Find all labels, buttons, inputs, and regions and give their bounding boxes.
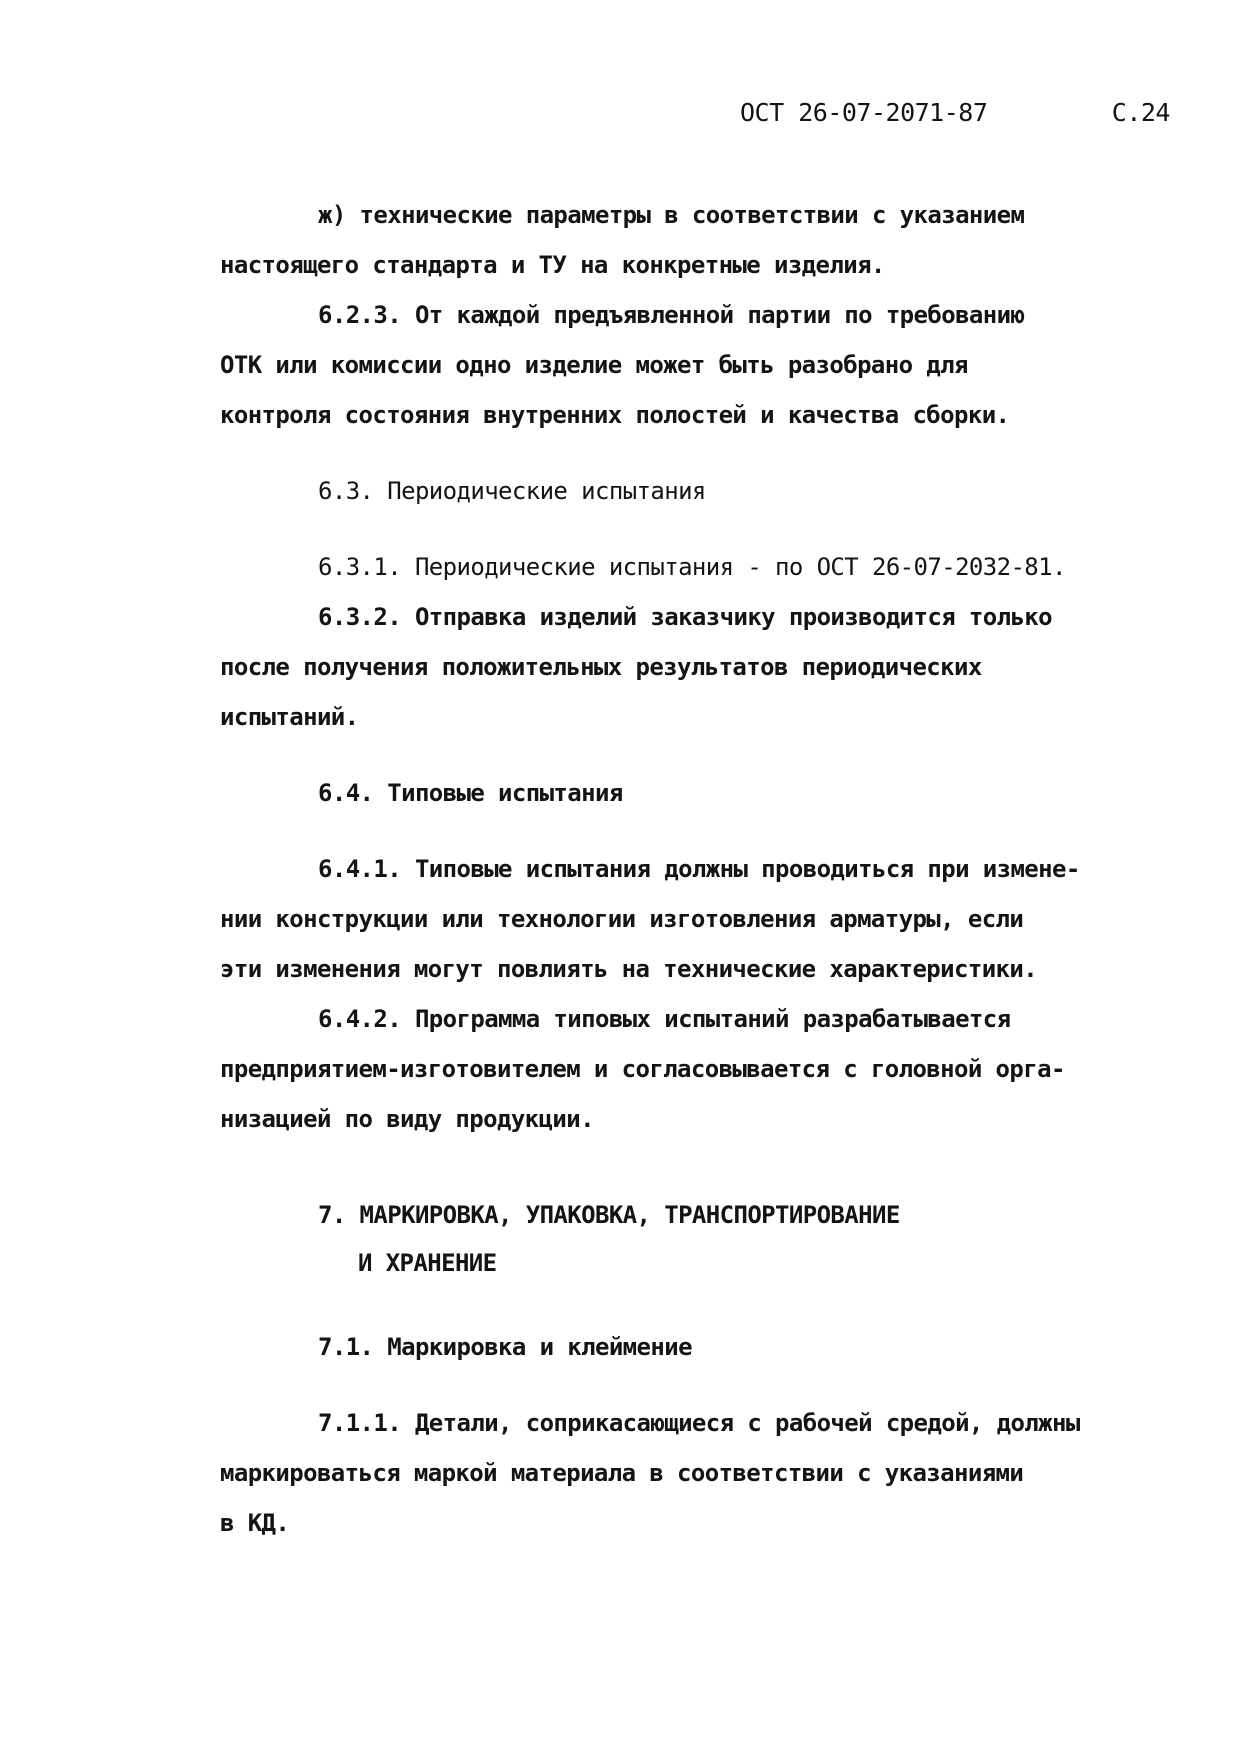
clause-6-2-3-line-3: контроля состояния внутренних полостей и качества сборки. — [220, 401, 1010, 429]
chapter-heading-7-line-2: И ХРАНЕНИЕ — [358, 1249, 497, 1277]
section-heading-6-4: 6.4. Типовые испытания — [318, 779, 623, 807]
clause-6-4-2-line-3: низацией по виду продукции. — [220, 1105, 594, 1133]
section-heading-7-1: 7.1. Маркировка и клеймение — [318, 1333, 692, 1361]
list-item-zh-line-1: ж) технические параметры в соответствии с указанием — [318, 201, 1025, 229]
clause-6-2-3-line-2: ОТК или комиссии одно изделие может быть разобрано для — [220, 351, 968, 379]
clause-6-2-3-line-1: 6.2.3. От каждой предъявленной партии по требованию — [318, 301, 1025, 329]
clause-6-4-1-line-3: эти изменения могут повлиять на технические характеристики. — [220, 955, 1038, 983]
chapter-heading-7-line-1: 7. МАРКИРОВКА, УПАКОВКА, ТРАНСПОРТИРОВАНИЕ — [318, 1201, 900, 1229]
document-code: ОСТ 26-07-2071-87 — [740, 98, 988, 127]
clause-7-1-1-line-3: в КД. — [220, 1509, 290, 1537]
clause-6-3-2-line-3: испытаний. — [220, 703, 359, 731]
page-header — [740, 98, 1170, 138]
clause-7-1-1-line-1: 7.1.1. Детали, соприкасающиеся с рабочей средой, должны — [318, 1409, 1080, 1437]
clause-6-3-2-line-2: после получения положительных результатов периодических — [220, 653, 982, 681]
clause-6-4-1-line-2: нии конструкции или технологии изготовления арматуры, если — [220, 905, 1024, 933]
page-number: С.24 — [1111, 98, 1170, 127]
list-item-zh-line-2: настоящего стандарта и ТУ на конкретные изделия. — [220, 251, 885, 279]
clause-6-3-2-line-1: 6.3.2. Отправка изделий заказчику производится только — [318, 603, 1053, 631]
clause-6-4-2-line-2: предприятием-изготовителем и согласовывается с головной орга- — [220, 1055, 1065, 1083]
clause-6-3-1: 6.3.1. Периодические испытания - по ОСТ 26-07-2032-81. — [318, 553, 1066, 581]
clause-6-4-2-line-1: 6.4.2. Программа типовых испытаний разрабатывается — [318, 1005, 1011, 1033]
section-heading-6-3: 6.3. Периодические испытания — [318, 477, 706, 505]
clause-7-1-1-line-2: маркироваться маркой материала в соответствии с указаниями — [220, 1459, 1024, 1487]
clause-6-4-1-line-1: 6.4.1. Типовые испытания должны проводиться при измене- — [318, 855, 1080, 883]
